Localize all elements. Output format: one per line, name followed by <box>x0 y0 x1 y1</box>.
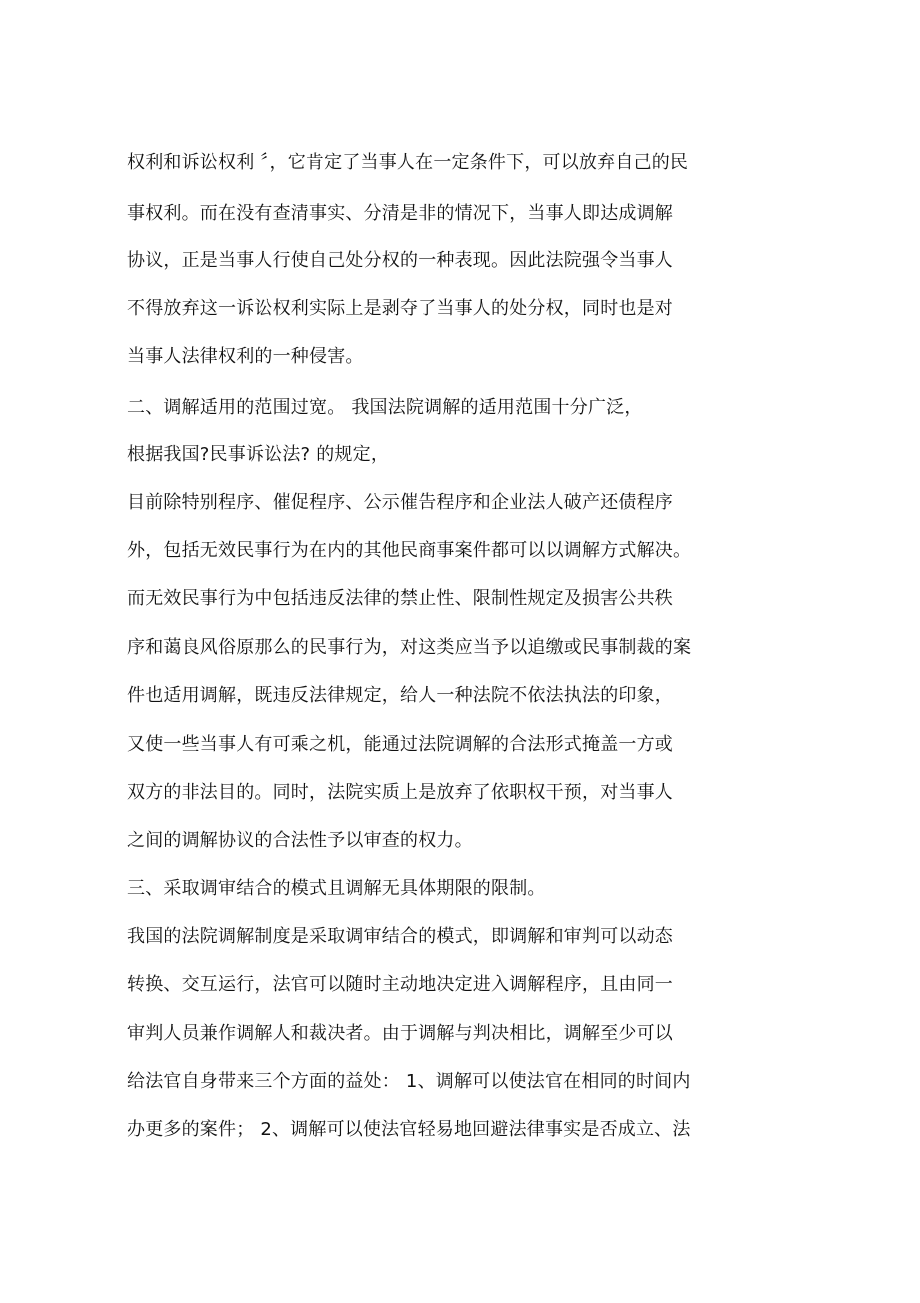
text-line: 转换、交互运行，法官可以随时主动地决定进入调解程序，且由同一 <box>127 974 673 995</box>
text-line: 根据我国?民事诉讼法? 的规定， <box>127 444 390 465</box>
text-line: 协议，正是当事人行使自己处分权的一种表现。因此法院强令当事人 <box>127 250 673 271</box>
text-line: 之间的调解协议的合法性予以审查的权力。 <box>127 830 473 851</box>
text-line: 我国的法院调解制度是采取调审结合的模式，即调解和审判可以动态 <box>127 926 673 947</box>
text-line: 事权利。而在没有查清事实、分清是非的情况下，当事人即达成调解 <box>127 203 673 224</box>
text-line: 权利和诉讼权利 〞，它肯定了当事人在一定条件下，可以放弃自己的民 <box>127 152 689 173</box>
text-line: 不得放弃这一诉讼权利实际上是剥夺了当事人的处分权，同时也是对 <box>127 298 673 319</box>
text-line: 外，包括无效民事行为在内的其他民商事案件都可以以调解方式解决。 <box>127 540 692 561</box>
text-line: 目前除特别程序、催促程序、公示催告程序和企业法人破产还债程序 <box>127 492 673 513</box>
text-line: 序和蔼良风俗原那么的民事行为，对这类应当予以追缴或民事制裁的案 <box>127 637 692 658</box>
section-heading: 二、调解适用的范围过宽。 我国法院调解的适用范围十分广泛， <box>127 397 643 418</box>
text-line: 办更多的案件； 2、调解可以使法官轻易地回避法律事实是否成立、法 <box>127 1119 691 1140</box>
text-line: 双方的非法目的。同时，法院实质上是放弃了依职权干预，对当事人 <box>127 782 673 803</box>
text-line: 件也适用调解，既违反法律规定，给人一种法院不依法执法的印象， <box>127 685 673 706</box>
text-line: 给法官自身带来三个方面的益处： 1、调解可以使法官在相同的时间内 <box>127 1071 691 1092</box>
section-heading: 三、采取调审结合的模式且调解无具体期限的限制。 <box>127 878 546 899</box>
text-line: 审判人员兼作调解人和裁决者。由于调解与判决相比，调解至少可以 <box>127 1023 673 1044</box>
text-line: 当事人法律权利的一种侵害。 <box>127 346 364 367</box>
text-line: 而无效民事行为中包括违反法律的禁止性、限制性规定及损害公共秩 <box>127 588 673 609</box>
text-line: 又使一些当事人有可乘之机，能通过法院调解的合法形式掩盖一方或 <box>127 734 673 755</box>
